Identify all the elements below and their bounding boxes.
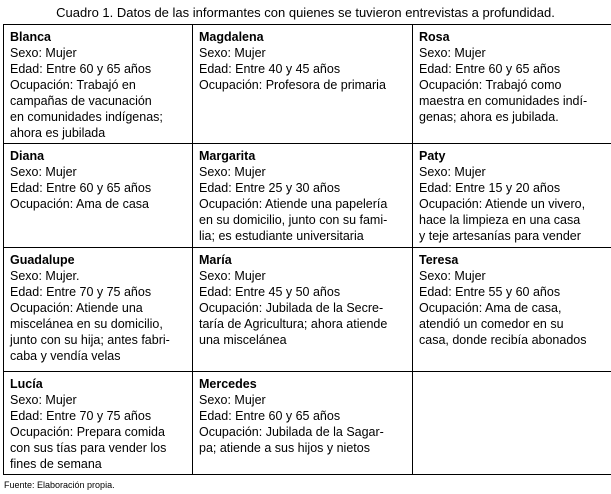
table-row — [4, 372, 611, 475]
table-row — [4, 144, 611, 248]
informant-detail-line: en su domicilio, junto con su fami- — [199, 213, 388, 227]
informant-detail-line: Ocupación: Ama de casa — [10, 197, 149, 211]
informant-detail-line: Ocupación: Jubilada de la Secre- — [199, 301, 384, 315]
table-caption: Cuadro 1. Datos de las informantes con quienes se tuvieron entrevistas a profundidad. — [56, 5, 555, 20]
informant-detail-line: maestra en comunidades indí- — [419, 94, 588, 108]
informant-detail-line: ahora es jubilada — [10, 126, 106, 140]
informant-detail-line: genas; ahora es jubilada. — [419, 110, 559, 124]
informant-detail-line: Ocupación: Jubilada de la Sagar- — [199, 425, 384, 439]
informant-cell — [193, 248, 413, 372]
informant-cell — [4, 144, 193, 248]
informant-detail-line: Sexo: Mujer — [10, 165, 77, 179]
informants-table — [3, 24, 611, 475]
informant-name: Rosa — [419, 30, 450, 44]
informant-name: María — [199, 253, 232, 267]
informant-name: Margarita — [199, 149, 256, 163]
informant-detail-line: fines de semana — [10, 457, 102, 471]
informant-detail-line: hace la limpieza en una casa — [419, 213, 581, 227]
informant-detail-line: taría de Agricultura; ahora atiende — [199, 317, 388, 331]
informant-detail-line: y teje artesanías para vender — [419, 229, 581, 243]
informant-detail-line: miscelánea en su domicilio, — [10, 317, 163, 331]
informant-name: Lucía — [10, 377, 43, 391]
informant-detail-line: Sexo: Mujer — [419, 165, 486, 179]
informant-cell — [4, 25, 193, 144]
table-row — [4, 248, 611, 372]
informant-detail-line: Edad: Entre 25 y 30 años — [199, 181, 341, 195]
informant-detail-line: junto con su hija; antes fabri- — [10, 333, 170, 347]
informant-detail-line: Edad: Entre 60 y 65 años — [10, 181, 152, 195]
informant-name: Mercedes — [199, 377, 257, 391]
source-note: Fuente: Elaboración propia. — [4, 480, 115, 490]
informant-cell — [193, 25, 413, 144]
informant-detail-line: Sexo: Mujer — [419, 269, 486, 283]
informant-detail-line: Edad: Entre 60 y 65 años — [419, 62, 561, 76]
informant-cell — [413, 25, 611, 144]
informant-detail-line: caba y vendía velas — [10, 349, 121, 363]
informant-detail-line: Edad: Entre 60 y 65 años — [199, 409, 341, 423]
informant-name: Guadalupe — [10, 253, 75, 267]
informant-detail-line: Edad: Entre 70 y 75 años — [10, 285, 152, 299]
informant-name: Diana — [10, 149, 45, 163]
informant-detail-line: lia; es estudiante universitaria — [199, 229, 364, 243]
informant-detail-line: Ocupación: Trabajó como — [419, 78, 562, 92]
informant-name: Teresa — [419, 253, 459, 267]
informant-detail-line: pa; atiende a sus hijos y nietos — [199, 441, 370, 455]
informant-cell — [193, 372, 413, 475]
informant-cell — [193, 144, 413, 248]
informant-detail-line: Edad: Entre 45 y 50 años — [199, 285, 341, 299]
informant-cell — [413, 144, 611, 248]
informant-detail-line: Sexo: Mujer — [419, 46, 486, 60]
informant-cell — [4, 372, 193, 475]
informant-detail-line: una miscelánea — [199, 333, 287, 347]
informant-cell — [413, 248, 611, 372]
informant-detail-line: Sexo: Mujer. — [10, 269, 80, 283]
informant-detail-line: Edad: Entre 70 y 75 años — [10, 409, 152, 423]
informant-detail-line: atendió un comedor en su — [419, 317, 564, 331]
informant-detail-line: Sexo: Mujer — [10, 393, 77, 407]
informant-detail-line: con sus tías para vender los — [10, 441, 167, 455]
informant-cell — [4, 248, 193, 372]
informant-name: Paty — [419, 149, 446, 163]
informant-detail-line: Sexo: Mujer — [199, 165, 266, 179]
informant-detail-line: Ocupación: Prepara comida — [10, 425, 165, 439]
informant-name: Blanca — [10, 30, 51, 44]
informant-detail-line: casa, donde recibía abonados — [419, 333, 587, 347]
informant-name: Magdalena — [199, 30, 264, 44]
informant-detail-line: campañas de vacunación — [10, 94, 152, 108]
informant-detail-line: Edad: Entre 60 y 65 años — [10, 62, 152, 76]
informant-detail-line: Edad: Entre 40 y 45 años — [199, 62, 341, 76]
informant-detail-line: Sexo: Mujer — [10, 46, 77, 60]
informant-detail-line: Ocupación: Trabajó en — [10, 78, 136, 92]
informant-detail-line: Ocupación: Atiende una — [10, 301, 143, 315]
informant-detail-line: Sexo: Mujer — [199, 393, 266, 407]
informant-detail-line: Ocupación: Atiende una papelería — [199, 197, 388, 211]
informants-table-body — [4, 25, 611, 475]
informant-detail-line: en comunidades indígenas; — [10, 110, 163, 124]
informant-detail-line: Edad: Entre 15 y 20 años — [419, 181, 561, 195]
informant-detail-line: Ocupación: Atiende un vivero, — [419, 197, 586, 211]
informant-detail-line: Ocupación: Ama de casa, — [419, 301, 562, 315]
table-row — [4, 25, 611, 144]
informant-detail-line: Ocupación: Profesora de primaria — [199, 78, 386, 92]
informant-detail-line: Sexo: Mujer — [199, 46, 266, 60]
empty-cell — [413, 372, 611, 475]
informant-detail-line: Edad: Entre 55 y 60 años — [419, 285, 561, 299]
informant-detail-line: Sexo: Mujer — [199, 269, 266, 283]
